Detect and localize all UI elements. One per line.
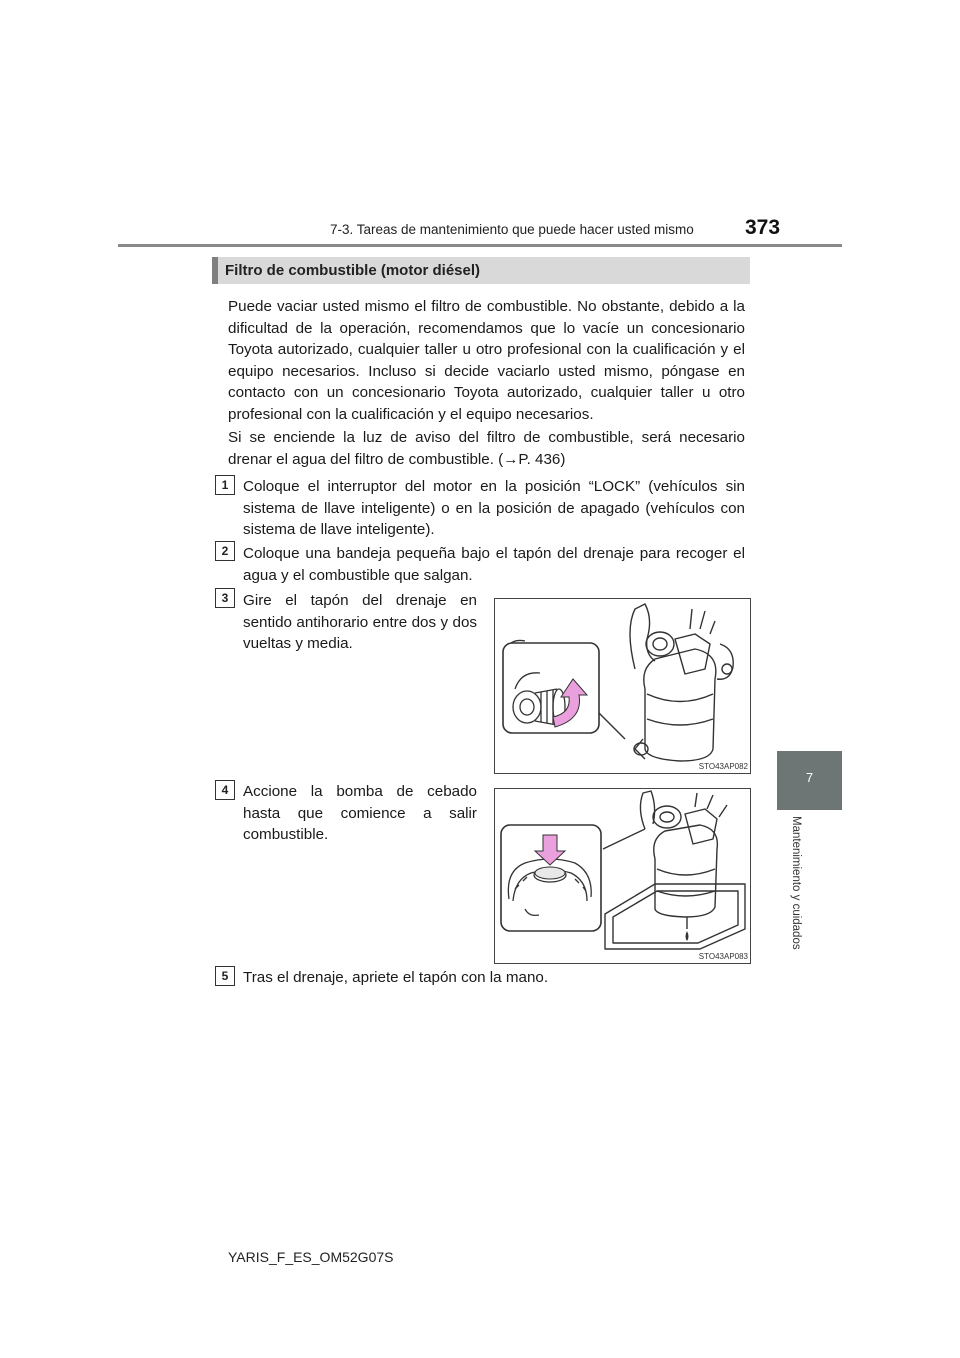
step-number-4: 4	[215, 780, 235, 800]
section-title: Filtro de combustible (motor diésel)	[225, 262, 481, 279]
step-number-1: 1	[215, 475, 235, 495]
drain-plug-illustration	[495, 599, 750, 773]
step-number-5: 5	[215, 966, 235, 986]
chapter-label-container	[786, 816, 808, 976]
section-heading-bar	[212, 257, 750, 284]
chapter-number: 7	[805, 770, 814, 785]
intro-paragraph: Puede vaciar usted mismo el filtro de combustible. No obstante, debido a la dificultad de la operación, recomendamos que lo vacíe un concesionario Toyota autorizado, cualquier taller u otro profesional con la cualificación y el equipo necesarios. Incluso si decide vaciarlo usted mismo, póngase en contacto con un concesionario Toyota autorizado, cualquier taller u otro profesional con la cualificación y el equipo necesarios.	[228, 298, 745, 423]
figure-drain-plug	[494, 598, 751, 774]
step-text-4: Accione la bomba de cebado hasta que comience a salir combustible.	[243, 783, 477, 843]
step-number-3: 3	[215, 588, 235, 608]
document-code: YARIS_F_ES_OM52G07S	[228, 1249, 394, 1265]
figure-priming-pump	[494, 788, 751, 964]
step-number-2: 2	[215, 541, 235, 561]
header-section-title: 7-3. Tareas de mantenimiento que puede hacer usted mismo	[330, 222, 694, 237]
figure-code-1: STO43AP082	[698, 762, 748, 771]
step-text-2: Coloque una bandeja pequeña bajo el tapón del drenaje para recoger el agua y el combustible que salgan.	[243, 545, 745, 584]
page-number: 373	[745, 216, 781, 239]
header-divider	[118, 244, 842, 247]
step-text-5: Tras el drenaje, apriete el tapón con la mano.	[243, 969, 549, 986]
step-text-1: Coloque el interruptor del motor en la posición “LOCK” (vehículos sin sistema de llave inteligente) o en la posición de apagado (vehículos con sistema de llave inteligente).	[243, 478, 745, 538]
chapter-label: Mantenimiento y cuidados	[790, 816, 802, 950]
figure-code-2: STO43AP083	[698, 952, 748, 961]
step-text-3: Gire el tapón del drenaje en sentido antihorario entre dos y dos vueltas y media.	[243, 592, 477, 652]
priming-pump-illustration	[495, 789, 750, 963]
warning-paragraph: Si se enciende la luz de aviso del filtro de combustible, será necesario drenar el agua del filtro de combustible. (→P. 436)	[228, 429, 745, 468]
